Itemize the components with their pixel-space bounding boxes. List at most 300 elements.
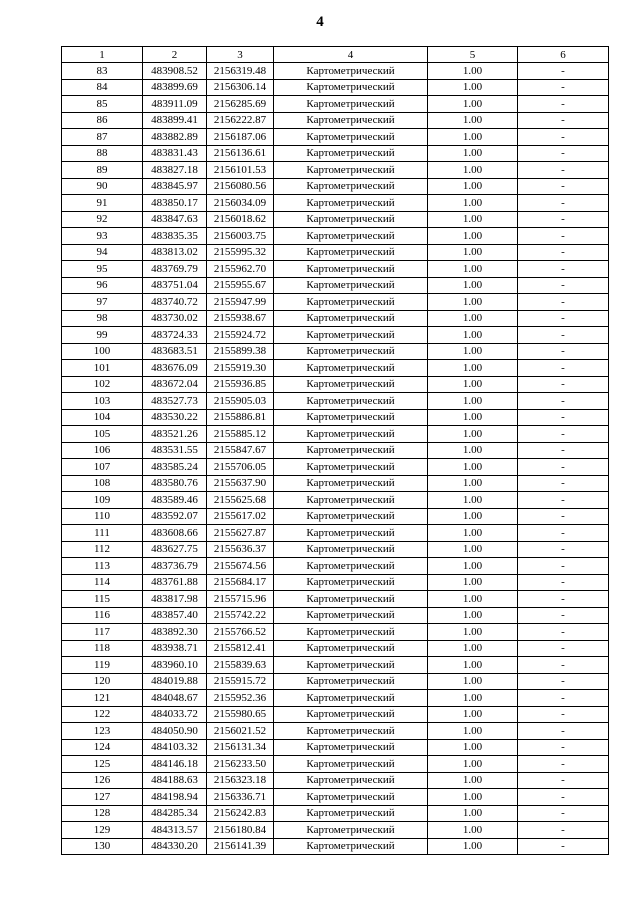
y-coordinate-cell: 2155899.38: [207, 343, 274, 360]
point-number-cell: 110: [62, 508, 143, 525]
x-coordinate-cell: 484330.20: [143, 838, 207, 855]
x-coordinate-cell: 483627.75: [143, 541, 207, 558]
point-number-cell: 97: [62, 294, 143, 311]
y-coordinate-cell: 2155715.96: [207, 591, 274, 608]
table-row: [62, 294, 609, 311]
note-cell: -: [518, 442, 609, 459]
column-header: 2: [143, 47, 207, 63]
note-cell: -: [518, 574, 609, 591]
y-coordinate-cell: 2156306.14: [207, 79, 274, 96]
note-cell: -: [518, 178, 609, 195]
accuracy-cell: 1.00: [428, 261, 518, 278]
table-row: [62, 558, 609, 575]
x-coordinate-cell: 483817.98: [143, 591, 207, 608]
y-coordinate-cell: 2155919.30: [207, 360, 274, 377]
note-cell: -: [518, 79, 609, 96]
table-row: [62, 475, 609, 492]
accuracy-cell: 1.00: [428, 657, 518, 674]
y-coordinate-cell: 2155839.63: [207, 657, 274, 674]
accuracy-cell: 1.00: [428, 492, 518, 509]
method-cell: Картометрический: [274, 211, 428, 228]
accuracy-cell: 1.00: [428, 558, 518, 575]
method-cell: Картометрический: [274, 79, 428, 96]
note-cell: -: [518, 690, 609, 707]
table-row: [62, 706, 609, 723]
y-coordinate-cell: 2155706.05: [207, 459, 274, 476]
method-cell: Картометрический: [274, 178, 428, 195]
point-number-cell: 85: [62, 96, 143, 113]
method-cell: Картометрический: [274, 838, 428, 855]
y-coordinate-cell: 2155847.67: [207, 442, 274, 459]
y-coordinate-cell: 2155637.90: [207, 475, 274, 492]
x-coordinate-cell: 483585.24: [143, 459, 207, 476]
accuracy-cell: 1.00: [428, 129, 518, 146]
note-cell: -: [518, 162, 609, 179]
accuracy-cell: 1.00: [428, 442, 518, 459]
accuracy-cell: 1.00: [428, 822, 518, 839]
x-coordinate-cell: 483592.07: [143, 508, 207, 525]
note-cell: -: [518, 261, 609, 278]
header-row: [62, 47, 609, 63]
note-cell: -: [518, 63, 609, 80]
y-coordinate-cell: 2156323.18: [207, 772, 274, 789]
method-cell: Картометрический: [274, 789, 428, 806]
table-row: [62, 244, 609, 261]
point-number-cell: 83: [62, 63, 143, 80]
table-row: [62, 409, 609, 426]
x-coordinate-cell: 483761.88: [143, 574, 207, 591]
y-coordinate-cell: 2155980.65: [207, 706, 274, 723]
note-cell: -: [518, 541, 609, 558]
y-coordinate-cell: 2155885.12: [207, 426, 274, 443]
y-coordinate-cell: 2156018.62: [207, 211, 274, 228]
note-cell: -: [518, 195, 609, 212]
point-number-cell: 94: [62, 244, 143, 261]
column-header: 3: [207, 47, 274, 63]
x-coordinate-cell: 483850.17: [143, 195, 207, 212]
note-cell: -: [518, 624, 609, 641]
x-coordinate-cell: 483813.02: [143, 244, 207, 261]
table-row: [62, 508, 609, 525]
y-coordinate-cell: 2156319.48: [207, 63, 274, 80]
y-coordinate-cell: 2156187.06: [207, 129, 274, 146]
x-coordinate-cell: 483521.26: [143, 426, 207, 443]
note-cell: -: [518, 739, 609, 756]
accuracy-cell: 1.00: [428, 756, 518, 773]
note-cell: -: [518, 112, 609, 129]
method-cell: Картометрический: [274, 723, 428, 740]
x-coordinate-cell: 483683.51: [143, 343, 207, 360]
method-cell: Картометрический: [274, 63, 428, 80]
y-coordinate-cell: 2156101.53: [207, 162, 274, 179]
y-coordinate-cell: 2155905.03: [207, 393, 274, 410]
accuracy-cell: 1.00: [428, 195, 518, 212]
accuracy-cell: 1.00: [428, 228, 518, 245]
table-row: [62, 195, 609, 212]
x-coordinate-cell: 483960.10: [143, 657, 207, 674]
accuracy-cell: 1.00: [428, 63, 518, 80]
note-cell: -: [518, 772, 609, 789]
method-cell: Картометрический: [274, 409, 428, 426]
method-cell: Картометрический: [274, 508, 428, 525]
y-coordinate-cell: 2155915.72: [207, 673, 274, 690]
table-row: [62, 327, 609, 344]
method-cell: Картометрический: [274, 310, 428, 327]
page-number: 4: [316, 14, 324, 30]
note-cell: -: [518, 376, 609, 393]
note-cell: -: [518, 327, 609, 344]
x-coordinate-cell: 483835.35: [143, 228, 207, 245]
y-coordinate-cell: 2155995.32: [207, 244, 274, 261]
y-coordinate-cell: 2155684.17: [207, 574, 274, 591]
x-coordinate-cell: 483676.09: [143, 360, 207, 377]
accuracy-cell: 1.00: [428, 112, 518, 129]
accuracy-cell: 1.00: [428, 211, 518, 228]
accuracy-cell: 1.00: [428, 574, 518, 591]
note-cell: -: [518, 310, 609, 327]
method-cell: Картометрический: [274, 624, 428, 641]
table-row: [62, 756, 609, 773]
x-coordinate-cell: 483724.33: [143, 327, 207, 344]
table-row: [62, 178, 609, 195]
table-row: [62, 805, 609, 822]
y-coordinate-cell: 2156141.39: [207, 838, 274, 855]
note-cell: -: [518, 228, 609, 245]
accuracy-cell: 1.00: [428, 310, 518, 327]
point-number-cell: 129: [62, 822, 143, 839]
accuracy-cell: 1.00: [428, 541, 518, 558]
accuracy-cell: 1.00: [428, 96, 518, 113]
point-number-cell: 107: [62, 459, 143, 476]
accuracy-cell: 1.00: [428, 624, 518, 641]
point-number-cell: 113: [62, 558, 143, 575]
note-cell: -: [518, 822, 609, 839]
column-header: 5: [428, 47, 518, 63]
accuracy-cell: 1.00: [428, 343, 518, 360]
x-coordinate-cell: 483527.73: [143, 393, 207, 410]
point-number-cell: 125: [62, 756, 143, 773]
point-number-cell: 105: [62, 426, 143, 443]
accuracy-cell: 1.00: [428, 739, 518, 756]
accuracy-cell: 1.00: [428, 789, 518, 806]
note-cell: -: [518, 673, 609, 690]
note-cell: -: [518, 409, 609, 426]
table-row: [62, 426, 609, 443]
note-cell: -: [518, 591, 609, 608]
column-header: 4: [274, 47, 428, 63]
y-coordinate-cell: 2156222.87: [207, 112, 274, 129]
method-cell: Картометрический: [274, 756, 428, 773]
point-number-cell: 91: [62, 195, 143, 212]
point-number-cell: 123: [62, 723, 143, 740]
note-cell: -: [518, 277, 609, 294]
method-cell: Картометрический: [274, 541, 428, 558]
table-row: [62, 112, 609, 129]
point-number-cell: 99: [62, 327, 143, 344]
note-cell: -: [518, 96, 609, 113]
note-cell: -: [518, 475, 609, 492]
point-number-cell: 87: [62, 129, 143, 146]
point-number-cell: 104: [62, 409, 143, 426]
x-coordinate-cell: 483899.41: [143, 112, 207, 129]
table-row: [62, 310, 609, 327]
point-number-cell: 122: [62, 706, 143, 723]
x-coordinate-cell: 483938.71: [143, 640, 207, 657]
y-coordinate-cell: 2156136.61: [207, 145, 274, 162]
y-coordinate-cell: 2155742.22: [207, 607, 274, 624]
table-row: [62, 228, 609, 245]
table-row: [62, 79, 609, 96]
table-row: [62, 211, 609, 228]
x-coordinate-cell: 484146.18: [143, 756, 207, 773]
note-cell: -: [518, 723, 609, 740]
method-cell: Картометрический: [274, 442, 428, 459]
accuracy-cell: 1.00: [428, 409, 518, 426]
method-cell: Картометрический: [274, 343, 428, 360]
method-cell: Картометрический: [274, 360, 428, 377]
accuracy-cell: 1.00: [428, 690, 518, 707]
accuracy-cell: 1.00: [428, 805, 518, 822]
accuracy-cell: 1.00: [428, 360, 518, 377]
point-number-cell: 126: [62, 772, 143, 789]
column-header: 1: [62, 47, 143, 63]
y-coordinate-cell: 2155936.85: [207, 376, 274, 393]
point-number-cell: 115: [62, 591, 143, 608]
table-row: [62, 162, 609, 179]
point-number-cell: 102: [62, 376, 143, 393]
method-cell: Картометрический: [274, 591, 428, 608]
accuracy-cell: 1.00: [428, 525, 518, 542]
x-coordinate-cell: 483892.30: [143, 624, 207, 641]
accuracy-cell: 1.00: [428, 145, 518, 162]
point-number-cell: 112: [62, 541, 143, 558]
note-cell: -: [518, 459, 609, 476]
method-cell: Картометрический: [274, 574, 428, 591]
y-coordinate-cell: 2155812.41: [207, 640, 274, 657]
point-number-cell: 109: [62, 492, 143, 509]
note-cell: -: [518, 360, 609, 377]
method-cell: Картометрический: [274, 244, 428, 261]
y-coordinate-cell: 2156131.34: [207, 739, 274, 756]
y-coordinate-cell: 2155766.52: [207, 624, 274, 641]
method-cell: Картометрический: [274, 492, 428, 509]
x-coordinate-cell: 483672.04: [143, 376, 207, 393]
y-coordinate-cell: 2155952.36: [207, 690, 274, 707]
x-coordinate-cell: 483882.89: [143, 129, 207, 146]
x-coordinate-cell: 483531.55: [143, 442, 207, 459]
y-coordinate-cell: 2155674.56: [207, 558, 274, 575]
point-number-cell: 130: [62, 838, 143, 855]
y-coordinate-cell: 2156242.83: [207, 805, 274, 822]
y-coordinate-cell: 2155924.72: [207, 327, 274, 344]
point-number-cell: 103: [62, 393, 143, 410]
x-coordinate-cell: 484188.63: [143, 772, 207, 789]
accuracy-cell: 1.00: [428, 706, 518, 723]
method-cell: Картометрический: [274, 525, 428, 542]
method-cell: Картометрический: [274, 294, 428, 311]
y-coordinate-cell: 2155947.99: [207, 294, 274, 311]
x-coordinate-cell: 484198.94: [143, 789, 207, 806]
accuracy-cell: 1.00: [428, 294, 518, 311]
table-row: [62, 624, 609, 641]
note-cell: -: [518, 805, 609, 822]
y-coordinate-cell: 2155636.37: [207, 541, 274, 558]
x-coordinate-cell: 483857.40: [143, 607, 207, 624]
x-coordinate-cell: 483580.76: [143, 475, 207, 492]
accuracy-cell: 1.00: [428, 162, 518, 179]
method-cell: Картометрический: [274, 145, 428, 162]
note-cell: -: [518, 525, 609, 542]
note-cell: -: [518, 244, 609, 261]
method-cell: Картометрический: [274, 261, 428, 278]
point-number-cell: 95: [62, 261, 143, 278]
note-cell: -: [518, 129, 609, 146]
x-coordinate-cell: 484033.72: [143, 706, 207, 723]
y-coordinate-cell: 2155962.70: [207, 261, 274, 278]
note-cell: -: [518, 838, 609, 855]
point-number-cell: 128: [62, 805, 143, 822]
note-cell: -: [518, 657, 609, 674]
point-number-cell: 98: [62, 310, 143, 327]
accuracy-cell: 1.00: [428, 591, 518, 608]
x-coordinate-cell: 483608.66: [143, 525, 207, 542]
table-row: [62, 541, 609, 558]
note-cell: -: [518, 607, 609, 624]
table-row: [62, 822, 609, 839]
table-row: [62, 723, 609, 740]
x-coordinate-cell: 483589.46: [143, 492, 207, 509]
accuracy-cell: 1.00: [428, 772, 518, 789]
method-cell: Картометрический: [274, 162, 428, 179]
accuracy-cell: 1.00: [428, 459, 518, 476]
point-number-cell: 100: [62, 343, 143, 360]
table-row: [62, 640, 609, 657]
table-row: [62, 145, 609, 162]
y-coordinate-cell: 2155627.87: [207, 525, 274, 542]
y-coordinate-cell: 2156336.71: [207, 789, 274, 806]
point-number-cell: 88: [62, 145, 143, 162]
y-coordinate-cell: 2155955.67: [207, 277, 274, 294]
method-cell: Картометрический: [274, 772, 428, 789]
point-number-cell: 108: [62, 475, 143, 492]
accuracy-cell: 1.00: [428, 376, 518, 393]
method-cell: Картометрический: [274, 277, 428, 294]
note-cell: -: [518, 426, 609, 443]
table-row: [62, 63, 609, 80]
y-coordinate-cell: 2155617.02: [207, 508, 274, 525]
point-number-cell: 119: [62, 657, 143, 674]
method-cell: Картометрический: [274, 640, 428, 657]
x-coordinate-cell: 483736.79: [143, 558, 207, 575]
x-coordinate-cell: 483769.79: [143, 261, 207, 278]
table-row: [62, 277, 609, 294]
table-row: [62, 129, 609, 146]
x-coordinate-cell: 483899.69: [143, 79, 207, 96]
table-row: [62, 376, 609, 393]
accuracy-cell: 1.00: [428, 244, 518, 261]
point-number-cell: 84: [62, 79, 143, 96]
table-row: [62, 343, 609, 360]
x-coordinate-cell: 484050.90: [143, 723, 207, 740]
table-row: [62, 442, 609, 459]
accuracy-cell: 1.00: [428, 426, 518, 443]
note-cell: -: [518, 706, 609, 723]
note-cell: -: [518, 508, 609, 525]
point-number-cell: 101: [62, 360, 143, 377]
note-cell: -: [518, 343, 609, 360]
point-number-cell: 118: [62, 640, 143, 657]
x-coordinate-cell: 483740.72: [143, 294, 207, 311]
method-cell: Картометрический: [274, 475, 428, 492]
accuracy-cell: 1.00: [428, 475, 518, 492]
y-coordinate-cell: 2156021.52: [207, 723, 274, 740]
note-cell: -: [518, 789, 609, 806]
y-coordinate-cell: 2156003.75: [207, 228, 274, 245]
point-number-cell: 93: [62, 228, 143, 245]
point-number-cell: 127: [62, 789, 143, 806]
method-cell: Картометрический: [274, 96, 428, 113]
accuracy-cell: 1.00: [428, 838, 518, 855]
point-number-cell: 86: [62, 112, 143, 129]
table-row: [62, 261, 609, 278]
point-number-cell: 124: [62, 739, 143, 756]
x-coordinate-cell: 483845.97: [143, 178, 207, 195]
point-number-cell: 90: [62, 178, 143, 195]
table-row: [62, 393, 609, 410]
table-row: [62, 690, 609, 707]
table-row: [62, 591, 609, 608]
x-coordinate-cell: 483530.22: [143, 409, 207, 426]
method-cell: Картометрический: [274, 376, 428, 393]
table-row: [62, 789, 609, 806]
y-coordinate-cell: 2155886.81: [207, 409, 274, 426]
method-cell: Картометрический: [274, 657, 428, 674]
method-cell: Картометрический: [274, 393, 428, 410]
note-cell: -: [518, 492, 609, 509]
accuracy-cell: 1.00: [428, 393, 518, 410]
point-number-cell: 92: [62, 211, 143, 228]
accuracy-cell: 1.00: [428, 640, 518, 657]
x-coordinate-cell: 484313.57: [143, 822, 207, 839]
table-row: [62, 739, 609, 756]
method-cell: Картометрический: [274, 805, 428, 822]
accuracy-cell: 1.00: [428, 178, 518, 195]
method-cell: Картометрический: [274, 822, 428, 839]
x-coordinate-cell: 483730.02: [143, 310, 207, 327]
table-row: [62, 360, 609, 377]
x-coordinate-cell: 484103.32: [143, 739, 207, 756]
x-coordinate-cell: 483827.18: [143, 162, 207, 179]
method-cell: Картометрический: [274, 739, 428, 756]
point-number-cell: 106: [62, 442, 143, 459]
note-cell: -: [518, 756, 609, 773]
y-coordinate-cell: 2155625.68: [207, 492, 274, 509]
accuracy-cell: 1.00: [428, 673, 518, 690]
y-coordinate-cell: 2156180.84: [207, 822, 274, 839]
table-row: [62, 525, 609, 542]
x-coordinate-cell: 484019.88: [143, 673, 207, 690]
table-row: [62, 657, 609, 674]
method-cell: Картометрический: [274, 558, 428, 575]
method-cell: Картометрический: [274, 706, 428, 723]
x-coordinate-cell: 483908.52: [143, 63, 207, 80]
x-coordinate-cell: 484048.67: [143, 690, 207, 707]
accuracy-cell: 1.00: [428, 277, 518, 294]
method-cell: Картометрический: [274, 607, 428, 624]
method-cell: Картометрический: [274, 459, 428, 476]
point-number-cell: 117: [62, 624, 143, 641]
method-cell: Картометрический: [274, 129, 428, 146]
